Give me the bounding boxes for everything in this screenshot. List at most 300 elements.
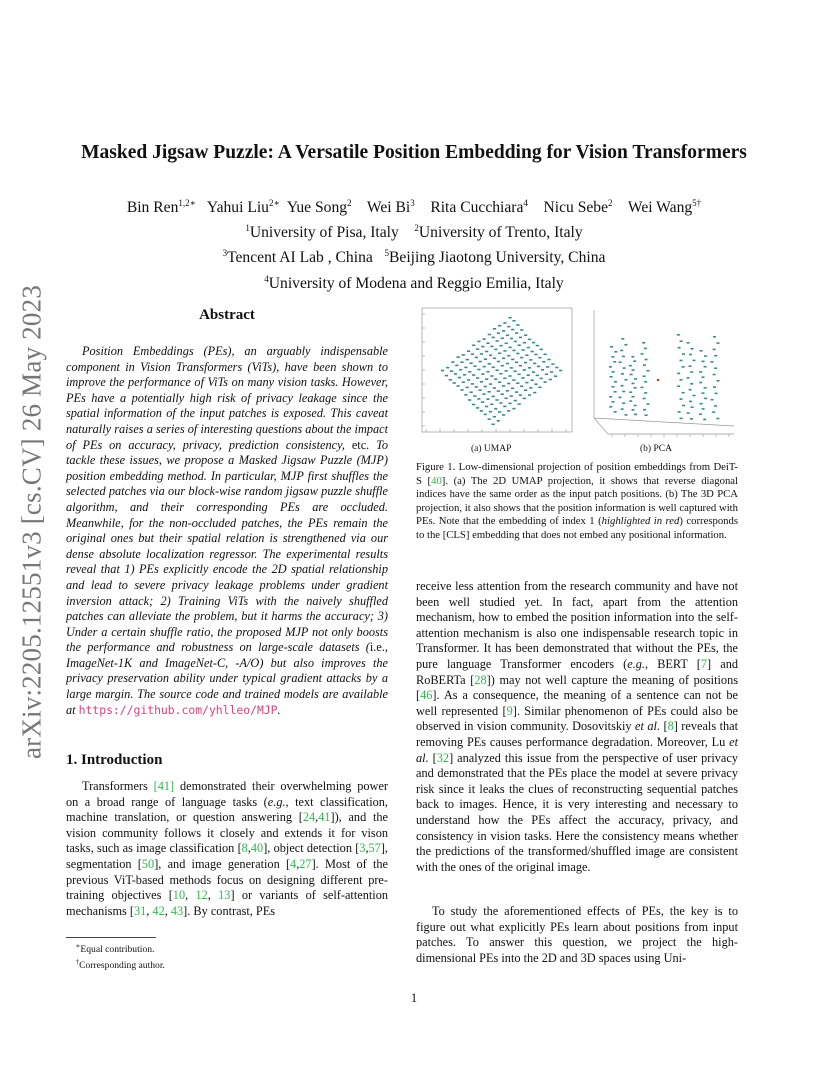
umap-point: [524, 389, 527, 391]
umap-point: [555, 367, 558, 369]
pca-point: [693, 395, 696, 397]
umap-point: [493, 387, 496, 389]
umap-point: [528, 367, 531, 369]
umap-point: [486, 371, 489, 373]
umap-point: [481, 346, 484, 348]
umap-point: [559, 370, 562, 372]
pca-point: [693, 360, 696, 362]
umap-point: [492, 396, 495, 398]
pca-point: [625, 414, 628, 416]
umap-point: [529, 359, 532, 361]
umap-point: [514, 371, 517, 373]
citation-link[interactable]: 50: [141, 856, 155, 871]
affiliation-line: $^4$University of Modena and Reggio Emilia, Italy: [264, 273, 564, 292]
umap-point: [509, 347, 512, 349]
umap-point: [480, 381, 483, 383]
pca-point: [643, 364, 646, 366]
umap-point: [510, 367, 513, 369]
umap-point: [470, 362, 473, 364]
umap-point: [525, 382, 528, 384]
pca-point: [613, 361, 616, 363]
pca-point: [678, 347, 681, 349]
umap-point: [457, 385, 460, 387]
umap-point: [551, 363, 554, 365]
umap-point: [534, 354, 537, 356]
pca-point: [714, 405, 717, 407]
umap-point: [499, 345, 502, 347]
author-block: [0, 193, 828, 294]
umap-point: [532, 371, 535, 373]
umap-point: [505, 343, 508, 345]
citation-link[interactable]: 3: [359, 841, 366, 856]
umap-point: [480, 353, 483, 355]
affiliation-line: $^1$University of Pisa, Italy $^2$University of Trento, Italy: [245, 223, 583, 242]
citation-link[interactable]: 8: [667, 719, 674, 734]
umap-point: [483, 338, 486, 340]
umap-point: [457, 356, 460, 358]
pca-point: [687, 412, 690, 414]
pca-point: [633, 360, 636, 362]
pca-point: [680, 360, 683, 362]
pca-point: [612, 386, 615, 388]
pca-point: [620, 350, 623, 352]
umap-point: [528, 394, 531, 396]
pca-point: [609, 396, 612, 398]
umap-point: [460, 389, 463, 391]
umap-point: [460, 361, 463, 363]
citation-link[interactable]: 41: [318, 810, 331, 825]
pca-point: [689, 354, 692, 356]
citation-link[interactable]: 57: [368, 841, 381, 856]
footnotes: [66, 940, 388, 972]
umap-point: [516, 382, 519, 384]
umap-point: [516, 324, 519, 326]
umap-point: [488, 334, 491, 336]
umap-point: [483, 366, 486, 368]
citation-link[interactable]: 24: [302, 810, 316, 825]
pca-point: [714, 355, 717, 357]
umap-point: [536, 345, 539, 347]
umap-point: [536, 375, 539, 377]
umap-point: [542, 361, 545, 363]
umap-point: [521, 377, 524, 379]
citation-link[interactable]: 32: [436, 750, 450, 765]
pca-point: [682, 405, 685, 407]
umap-point: [477, 341, 480, 343]
author-name: Rita Cucchiara: [430, 199, 524, 217]
umap-point: [546, 366, 549, 368]
citation-link[interactable]: 40: [250, 841, 264, 856]
pca-point: [612, 371, 615, 373]
pca-point: [614, 351, 617, 353]
umap-point: [533, 363, 536, 365]
pca-axis-ticks: [612, 434, 729, 437]
author-name: Wei Wang: [627, 199, 693, 217]
umap-point: [512, 408, 515, 410]
pca-point: [609, 366, 612, 368]
umap-point: [480, 410, 483, 412]
umap-point: [505, 398, 508, 400]
right-column-paragraph-2: To study the aforementioned effects of PEs, the key is to figure out what explicitly PEs learn about positions from input patches. To answer this question, we project the high-dimensional PEs into the 2D and 3D spaces using Uni-: [416, 904, 738, 965]
pca-point: [711, 399, 714, 401]
pca-point: [614, 391, 617, 393]
umap-point: [473, 365, 476, 367]
umap-point: [497, 361, 500, 363]
umap-point: [494, 349, 497, 351]
pca-point: [680, 398, 683, 400]
umap-point: [523, 398, 526, 400]
pca-point: [632, 409, 635, 411]
author-name: Bin Ren: [126, 199, 179, 217]
pca-point: [644, 392, 647, 394]
pca-point: [689, 365, 692, 367]
umap-point: [477, 398, 480, 400]
umap-point: [472, 404, 475, 406]
pca-point: [700, 350, 703, 352]
umap-point: [525, 354, 528, 356]
umap-point: [522, 349, 525, 351]
umap-point: [481, 401, 484, 403]
umap-point: [494, 378, 497, 380]
abstract-heading: Abstract: [199, 307, 255, 323]
pca-point: [634, 414, 637, 416]
umap-point: [507, 326, 510, 328]
pca-point: [621, 385, 624, 387]
umap-point: [467, 350, 470, 352]
umap-point: [515, 391, 518, 393]
umap-point: [493, 416, 496, 418]
pca-point: [629, 400, 632, 402]
pca-point: [682, 353, 685, 355]
umap-point: [507, 410, 510, 412]
umap-point: [550, 371, 553, 373]
citation-link[interactable]: 9: [506, 703, 513, 718]
umap-point: [509, 317, 512, 319]
umap-point: [503, 350, 506, 352]
umap-point: [466, 387, 469, 389]
pca-plot-axes: [594, 310, 734, 434]
umap-point: [471, 383, 474, 385]
pca-point: [624, 344, 627, 346]
pca-point: [643, 375, 646, 377]
pca-point: [713, 336, 716, 338]
umap-point: [498, 353, 501, 355]
umap-point: [514, 341, 517, 343]
umap-point: [502, 385, 505, 387]
umap-point: [524, 334, 527, 336]
umap-point: [485, 378, 488, 380]
pca-point: [634, 405, 637, 407]
umap-point: [531, 351, 534, 353]
pca-point: [641, 387, 644, 389]
umap-point: [503, 378, 506, 380]
umap-point: [506, 363, 509, 365]
umap-point: [520, 386, 523, 388]
umap-axis-ticks: [422, 314, 566, 432]
subfigure-label-umap: (a) UMAP: [471, 444, 512, 454]
pca-point: [715, 393, 718, 395]
umap-point: [446, 367, 449, 369]
pca-point: [682, 366, 685, 368]
umap-point: [541, 369, 544, 371]
pca-point: [678, 411, 681, 413]
umap-point: [497, 390, 500, 392]
umap-point: [489, 355, 492, 357]
umap-point: [514, 400, 517, 402]
citation-link[interactable]: 10: [172, 888, 186, 903]
umap-point: [544, 354, 547, 356]
umap-point: [494, 408, 497, 410]
pca-point: [711, 361, 714, 363]
pca-point: [680, 418, 683, 420]
umap-point: [458, 377, 461, 379]
umap-point: [547, 359, 550, 361]
pca-point: [629, 391, 632, 393]
umap-point: [544, 381, 547, 383]
citation-link[interactable]: 4: [290, 856, 297, 871]
umap-point: [464, 367, 467, 369]
umap-point: [479, 361, 482, 363]
pca-cls-point: [657, 379, 659, 381]
pca-point: [611, 356, 614, 358]
umap-point: [466, 359, 469, 361]
pca-point: [687, 377, 690, 379]
pca-point: [690, 371, 693, 373]
umap-point: [462, 354, 465, 356]
umap-point: [506, 390, 509, 392]
umap-point: [534, 383, 537, 385]
pca-point: [677, 373, 680, 375]
umap-point: [501, 365, 504, 367]
umap-point: [488, 391, 491, 393]
pca-point: [702, 376, 705, 378]
pca-point: [622, 402, 625, 404]
umap-point: [476, 348, 479, 350]
pca-point: [699, 371, 702, 373]
pca-point: [704, 366, 707, 368]
citation-link[interactable]: 28: [474, 672, 487, 687]
pca-point: [610, 346, 613, 348]
pca-point: [702, 392, 705, 394]
pca-point: [641, 353, 644, 355]
citation-link[interactable]: 46: [420, 688, 433, 703]
umap-point: [484, 386, 487, 388]
umap-point: [489, 383, 492, 385]
umap-point: [451, 361, 454, 363]
umap-point: [449, 379, 452, 381]
umap-point: [545, 374, 548, 376]
umap-point: [486, 342, 489, 344]
citation-link[interactable]: 7: [700, 656, 708, 671]
umap-point: [472, 345, 475, 347]
citation-link[interactable]: 40: [431, 474, 442, 487]
umap-point: [508, 375, 511, 377]
umap-point: [488, 363, 491, 365]
umap-point: [459, 369, 462, 371]
umap-point: [492, 367, 495, 369]
umap-point: [540, 349, 543, 351]
pca-point: [610, 376, 613, 378]
pca-point: [619, 361, 622, 363]
umap-point: [537, 366, 540, 368]
pca-point: [614, 411, 617, 413]
author-name: Yue Song: [286, 199, 348, 217]
pca-point: [634, 378, 637, 380]
pca-point: [647, 370, 650, 372]
umap-point: [512, 350, 515, 352]
author-name: Yahui Liu: [206, 199, 269, 217]
umap-point: [454, 373, 457, 375]
citation-link[interactable]: 8: [241, 841, 248, 856]
pca-point: [621, 338, 624, 340]
citation-link[interactable]: [41]: [153, 779, 175, 793]
umap-point: [519, 394, 522, 396]
umap-point: [475, 386, 478, 388]
citation-link[interactable]: 12: [195, 888, 208, 903]
pca-point: [612, 401, 615, 403]
pca-point: [712, 411, 715, 413]
footnote: †Corresponding author.: [75, 958, 165, 972]
pca-point: [632, 383, 635, 385]
pca-point: [677, 334, 680, 336]
pca-point: [632, 369, 635, 371]
umap-point: [532, 342, 535, 344]
umap-point: [490, 375, 493, 377]
pca-point: [703, 419, 706, 421]
citation-link[interactable]: 42: [152, 903, 165, 918]
pca-point: [717, 342, 720, 344]
umap-point: [476, 377, 479, 379]
author-name: Wei Bi: [366, 199, 411, 217]
footnote-divider: [66, 937, 156, 938]
umap-point: [445, 375, 448, 377]
umap-point: [453, 382, 456, 384]
pca-point: [690, 383, 693, 385]
umap-point: [455, 365, 458, 367]
umap-point: [493, 358, 496, 360]
abstract-body: Position Embeddings (PEs), an arguably indispensable component in Vision Transformers (ViTs), have been shown to improve the performance of ViTs on many vision tasks. However, PEs have a potentially high risk of privacy leakage since the spatial information of the input patches is exposed. This caveat naturally raises a series of interesting questions about the impact of PEs on accuracy, privacy, prediction consistency, etc. To tackle these issues, we propose a Masked Jigsaw Puzzle (MJP) position embedding method. In particular, MJP first shuffles the selected patches via our block-wise random jigsaw puzzle shuffle algorithm, and their corresponding PEs are occluded. Meanwhile, for the non-occluded patches, the PEs remain the original ones but their spatial relation is strengthened via our dense absolute localization regressor. The experimental results reveal that 1) PEs explicitly encode the 2D spatial relationship and lead to severe privacy leakage problems under gradient inversion attack; 2) Training ViTs with the naively shuffled patches can alleviate the problem, but it harms the accuracy; 3) Under a certain shuffle ratio, the proposed MJP not only boosts the performance and robustness on large-scale datasets (i.e., ImageNet-1K and ImageNet-C, -A/O) but also improves the privacy preservation ability under typical gradient attacks by a large margin. The source code and trained models are available at https://github.com/yhlleo/MJP.: [66, 344, 389, 717]
paper-title: Masked Jigsaw Puzzle: A Versatile Position Embedding for Vision Transformers: [81, 142, 747, 163]
umap-point: [498, 381, 501, 383]
umap-point: [512, 320, 515, 322]
citation-link[interactable]: 27: [299, 856, 312, 871]
affiliation-line: $^3$Tencent AI Lab , China $^5$Beijing Jiaotong University, China: [222, 248, 606, 267]
citation-link[interactable]: 13: [218, 888, 231, 903]
pca-point: [689, 401, 692, 403]
umap-point: [523, 369, 526, 371]
pca-point: [682, 392, 685, 394]
umap-point: [523, 342, 526, 344]
pca-point: [645, 359, 648, 361]
pca-point: [717, 380, 720, 382]
pca-point: [702, 408, 705, 410]
umap-point: [529, 387, 532, 389]
pca-point: [644, 348, 647, 350]
pca-point: [630, 374, 633, 376]
umap-points: [441, 317, 562, 425]
umap-point: [468, 371, 471, 373]
pca-point: [622, 391, 625, 393]
umap-point: [484, 414, 487, 416]
pca-point: [691, 348, 694, 350]
citation-link[interactable]: 43: [170, 903, 184, 918]
umap-point: [498, 411, 501, 413]
umap-point: [503, 406, 506, 408]
figure-1: [416, 306, 742, 451]
pca-point: [632, 396, 635, 398]
umap-point: [502, 358, 505, 360]
pca-point: [614, 381, 617, 383]
umap-point: [496, 340, 499, 342]
umap-point: [499, 373, 502, 375]
umap-point: [473, 395, 476, 397]
umap-point: [520, 329, 523, 331]
umap-point: [485, 351, 488, 353]
pca-point: [691, 406, 694, 408]
umap-point: [486, 398, 489, 400]
umap-point: [518, 403, 521, 405]
pca-point: [704, 355, 707, 357]
footnote: ∗Equal contribution.: [75, 942, 155, 956]
umap-point: [499, 402, 502, 404]
umap-point: [477, 369, 480, 371]
umap-point: [463, 374, 466, 376]
pca-point: [680, 340, 683, 342]
umap-point: [470, 391, 473, 393]
pca-point: [690, 418, 693, 420]
umap-point: [490, 346, 493, 348]
umap-point: [482, 393, 485, 395]
umap-point: [496, 369, 499, 371]
author-line: Bin Ren$^{1,2∗}$ Yahui Liu$^{2∗}$ Yue Song$^2$ Wei Bi$^3$ Rita Cucchiara$^4$ Nicu Sebe$^2$ Wei Wang$^{5\dagger}$: [126, 198, 702, 217]
page-number: 1: [410, 991, 418, 1005]
umap-point: [511, 359, 514, 361]
pca-point: [700, 403, 703, 405]
umap-point: [527, 374, 530, 376]
umap-point: [464, 394, 467, 396]
pca-point: [629, 365, 632, 367]
umap-point: [540, 378, 543, 380]
pca-point: [643, 409, 646, 411]
umap-point: [518, 374, 521, 376]
umap-point: [479, 389, 482, 391]
pca-points: [609, 334, 720, 420]
pca-point: [689, 389, 692, 391]
arxiv-id-text: arXiv:2205.12551v3 [cs.CV] 26 May 2023: [16, 284, 47, 760]
umap-point: [497, 420, 500, 422]
pca-point: [609, 406, 612, 408]
introduction-paragraph: Transformers [41] demonstrated their overwhelming power on a broad range of language tasks (e.g., text classification, machine translation, or question answering [24,41]), and the vision community follows it closely and extends it for vison tasks, such as image classification [8,40], object detection [3,57], segmentation [50], and image generation [4,27]. Most of the previous ViT-based methods focus on designing different pre-training objectives [10, 12, 13] or variants of self-attention mechanisms [31, 42, 43]. By contrast, PEs: [66, 779, 388, 918]
umap-point: [518, 344, 521, 346]
pca-point: [644, 381, 647, 383]
umap-point: [520, 357, 523, 359]
pca-point: [645, 414, 648, 416]
umap-point: [485, 406, 488, 408]
umap-point: [519, 365, 522, 367]
pca-point: [713, 386, 716, 388]
umap-point: [475, 357, 478, 359]
umap-point: [503, 322, 506, 324]
github-link[interactable]: https://github.com/yhlleo/MJP: [78, 702, 278, 717]
umap-point: [492, 337, 495, 339]
umap-point: [497, 332, 500, 334]
umap-point: [510, 338, 513, 340]
umap-point: [527, 347, 530, 349]
umap-point: [531, 379, 534, 381]
umap-point: [519, 337, 522, 339]
subfigure-label-pca: (b) PCA: [640, 444, 672, 454]
citation-link[interactable]: 31: [133, 903, 147, 918]
